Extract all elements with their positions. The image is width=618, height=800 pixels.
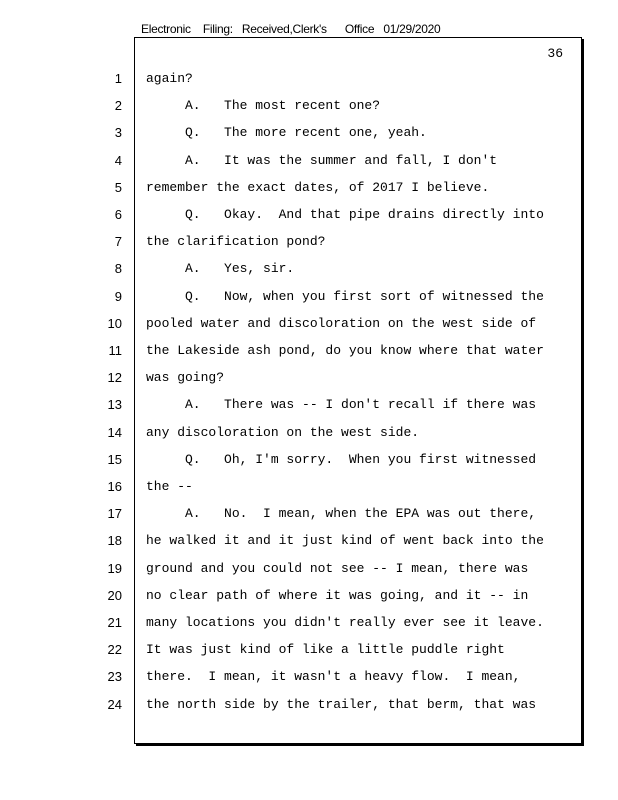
line-number: 17 <box>107 506 122 522</box>
transcript-line: A. The most recent one? <box>146 98 381 114</box>
transcript-line: ground and you could not see -- I mean, there was <box>146 560 529 576</box>
transcript-line: any discoloration on the west side. <box>146 424 420 440</box>
transcript-line: A. Yes, sir. <box>146 261 295 277</box>
line-number: 10 <box>107 315 122 331</box>
line-number: 5 <box>114 179 122 195</box>
line-number: 3 <box>114 125 122 141</box>
transcript-line: Q. Now, when you first sort of witnessed the <box>146 288 544 304</box>
line-number: 12 <box>107 370 122 386</box>
transcript-line: A. No. I mean, when the EPA was out there, <box>146 506 537 522</box>
transcript-line: remember the exact dates, of 2017 I believe. <box>146 179 490 195</box>
line-number: 18 <box>107 533 122 549</box>
line-number: 8 <box>114 261 122 277</box>
line-number: 15 <box>107 451 122 467</box>
transcript-line: there. I mean, it wasn't a heavy flow. I mean, <box>146 669 521 685</box>
line-number: 2 <box>114 98 122 114</box>
line-number: 9 <box>114 288 122 304</box>
line-number: 19 <box>107 560 122 576</box>
line-number: 4 <box>114 152 122 168</box>
filing-stamp: Electronic Filing: Received,Clerk's Office 01/29/2020 <box>141 22 441 36</box>
line-number: 21 <box>107 615 122 630</box>
transcript-line: pooled water and discoloration on the west side of <box>146 315 537 331</box>
line-number: 23 <box>107 669 122 685</box>
transcript-line: the clarification pond? <box>146 234 326 250</box>
transcript-line: Q. Okay. And that pipe drains directly into <box>146 207 544 222</box>
line-number: 1 <box>114 71 122 86</box>
line-number: 11 <box>108 343 122 358</box>
transcript-line: Q. The more recent one, yeah. <box>146 125 427 141</box>
line-number: 14 <box>107 424 122 440</box>
transcript-line: the north side by the trailer, that berm, that was <box>146 696 537 712</box>
line-number: 13 <box>107 397 122 413</box>
page-number: 36 <box>547 46 563 61</box>
transcript-line: again? <box>146 71 193 86</box>
line-number: 20 <box>107 587 122 603</box>
line-number: 7 <box>114 234 122 250</box>
line-number: 6 <box>114 207 122 222</box>
transcript-line: It was just kind of like a little puddle right <box>146 642 505 658</box>
transcript-line: Q. Oh, I'm sorry. When you first witnessed <box>146 451 537 467</box>
transcript-page <box>134 37 582 744</box>
transcript-line: the Lakeside ash pond, do you know where that water <box>146 343 544 358</box>
transcript-line: many locations you didn't really ever see it leave. <box>146 615 544 630</box>
transcript-line: he walked it and it just kind of went back into the <box>146 533 544 549</box>
line-number: 16 <box>107 479 122 494</box>
line-number: 24 <box>107 696 122 712</box>
line-number: 22 <box>107 642 122 658</box>
transcript-line: A. It was the summer and fall, I don't <box>146 152 498 168</box>
transcript-line: A. There was -- I don't recall if there was <box>146 397 537 413</box>
transcript-line: no clear path of where it was going, and it -- in <box>146 587 529 603</box>
transcript-line: was going? <box>146 370 225 386</box>
transcript-line: the -- <box>146 479 193 494</box>
